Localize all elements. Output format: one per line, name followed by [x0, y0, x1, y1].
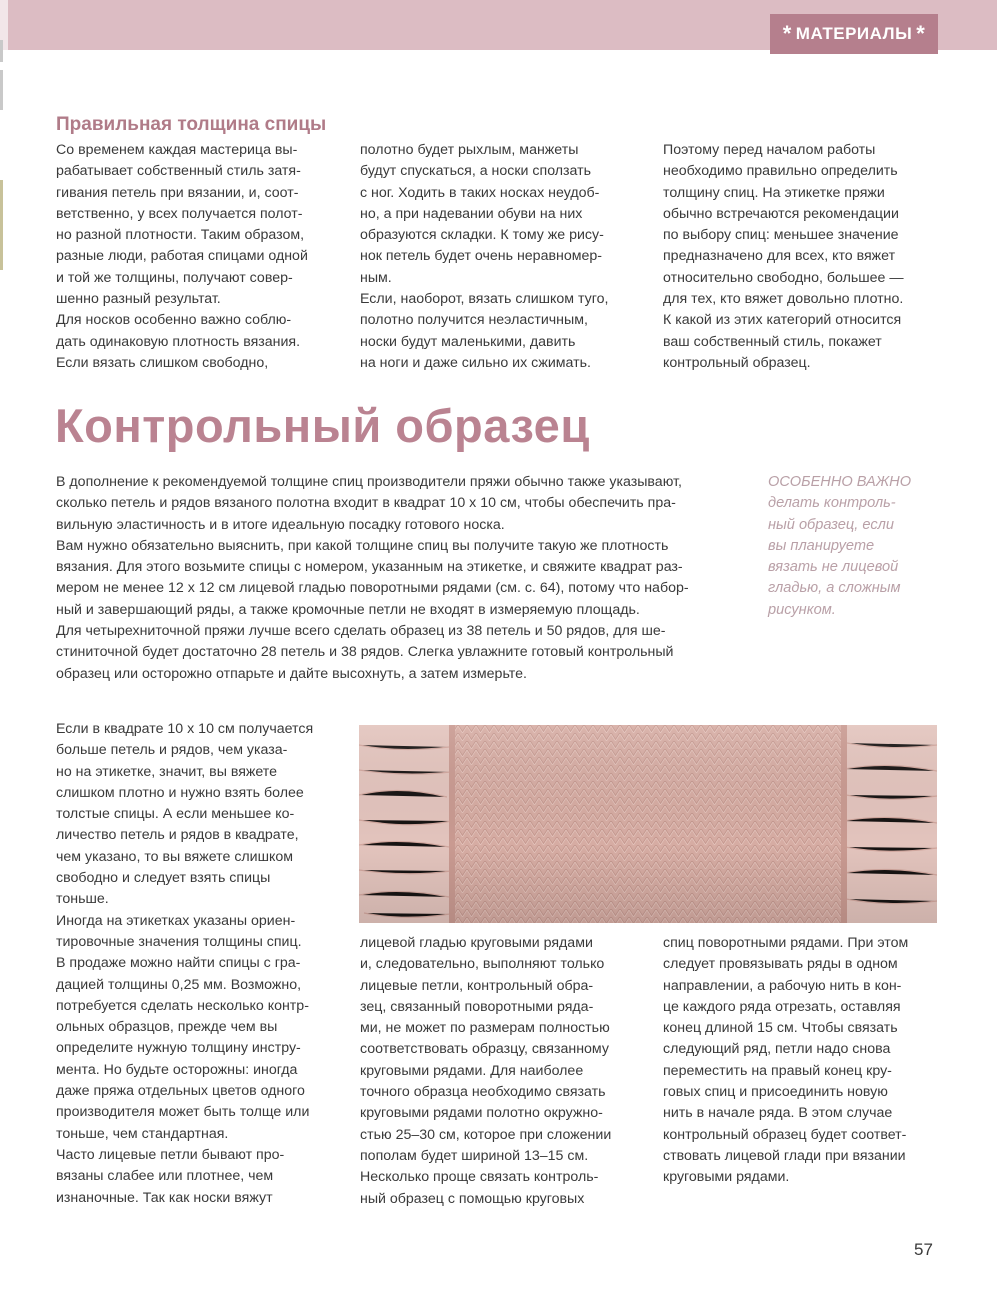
text-line: направлении, а рабочую нить в кон-	[663, 977, 902, 994]
text-line: гивания петель при вязании, и, соот-	[56, 184, 299, 201]
text-line: вязаны слабее или плотнее, чем	[56, 1168, 274, 1185]
text-line: предназначено для всех, кто вяжет	[663, 248, 896, 265]
text-column	[56, 140, 308, 374]
text-line: Со временем каждая мастерица вы-	[56, 142, 298, 158]
text-line: Несколько проще связать контроль-	[360, 1169, 599, 1186]
text-line: разные люди, работая спицами одной	[56, 248, 308, 265]
subhead: Правильная толщина спицы	[56, 114, 327, 135]
text-line: полотно будет рыхлым, манжеты	[360, 142, 579, 158]
text-line: соответствовать образцу, связанному	[360, 1041, 609, 1058]
text-line: Иногда на этикетках указаны ориен-	[56, 912, 296, 929]
text-line: свободно и следует взять спицы	[56, 870, 271, 887]
sidenote-line: гладью, а сложным	[768, 580, 901, 597]
text-line: Если, наоборот, вязать слишком туго,	[360, 291, 609, 308]
text-line: ный образец с помощью круговых	[360, 1190, 585, 1207]
text-line: ный и завершающий ряды, а также кромочные петли не входят в измеряемую площадь.	[56, 601, 640, 618]
text-line: дацией толщины 0,25 мм. Возможно,	[56, 976, 302, 993]
page-title: Контрольный образец	[55, 399, 590, 452]
text-line: контрольный образец будет соответ-	[663, 1126, 907, 1143]
margin-mark	[0, 40, 3, 62]
text-line: вильную эластичность и в итоге идеальную посадку готового носка.	[56, 516, 505, 533]
text-line: Для четырехниточной пряжи лучше всего сделать образец из 38 петель и 50 рядов, для ше-	[56, 623, 666, 640]
text-line: стиниточной будет достаточно 28 петель и 38 рядов. Слегка увлажните готовый контрольный	[56, 644, 674, 661]
text-line: ветственно, у всех получается полот-	[56, 205, 303, 222]
text-line: круговыми рядами полотно окружно-	[360, 1105, 603, 1122]
text-column	[360, 140, 608, 374]
text-line: мером не менее 12 х 12 см лицевой гладью поворотными рядами (см. с. 64), потому что набор-	[56, 580, 689, 597]
text-line: це каждого ряда отрезать, оставляя	[663, 998, 901, 1015]
text-line: по выбору спиц: меньшее значение	[663, 227, 899, 244]
text-line: личество петель и рядов в квадрате,	[56, 827, 299, 844]
star-icon: *	[782, 21, 792, 46]
text-line: Для носков особенно важно соблю-	[56, 312, 292, 329]
text-line: полотно получится неэластичным,	[360, 312, 588, 329]
text-line: нить в начале ряда. В этом случае	[663, 1105, 893, 1122]
text-line: производителя может быть толще или	[56, 1104, 310, 1121]
text-line: на ноги и даже сильно их сжимать.	[360, 354, 591, 371]
text-line: носки будут маленькими, давить	[360, 333, 576, 350]
text-line: ствовать лицевой глади при вязании	[663, 1147, 906, 1164]
sidenote-line: рисунком.	[768, 601, 836, 618]
text-line: рабатывает собственный стиль затя-	[56, 163, 301, 180]
text-column	[663, 933, 908, 1189]
text-line: тоньше, чем стандартная.	[56, 1125, 229, 1142]
text-line: сколько петель и рядов вязаного полотна входит в квадрат 10 х 10 см, чтобы обеспечить пра-	[56, 495, 676, 512]
text-line: изнаночные. Так как носки вяжут	[56, 1189, 273, 1206]
sidenote-line: вязать не лицевой	[768, 559, 899, 576]
text-line: К какой из этих категорий относится	[663, 312, 902, 329]
text-line: В продаже можно найти спицы с гра-	[56, 955, 301, 972]
text-line: спиц поворотными рядами. При этом	[663, 935, 909, 951]
text-line: стью 25–30 см, которое при сложении	[360, 1126, 612, 1143]
text-line: контрольный образец.	[663, 354, 811, 371]
text-line: определите нужную толщину инстру-	[56, 1040, 301, 1057]
text-line: для тех, кто вяжет довольно плотно.	[663, 291, 904, 308]
text-line: и, следовательно, выполняют только	[360, 956, 605, 973]
text-line: круговыми рядами.	[663, 1169, 790, 1186]
text-line: мента. Но будьте осторожны: иногда	[56, 1061, 298, 1078]
text-line: переместить на правый конец кру-	[663, 1062, 892, 1079]
text-line: но разной плотности. Таким образом,	[56, 227, 305, 244]
text-column	[360, 933, 611, 1210]
text-line: дать одинаковую плотность вязания.	[56, 333, 301, 350]
page-number: 57	[914, 1240, 933, 1259]
text-line: относительно свободно, большее —	[663, 269, 904, 286]
sidenote-line: делать контроль-	[768, 495, 896, 512]
text-line: В дополнение к рекомендуемой толщине спиц производители пряжи обычно также указывают,	[56, 474, 682, 490]
text-line: ным.	[360, 269, 392, 286]
sidenote-line: ОСОБЕННО ВАЖНО	[768, 474, 912, 490]
text-line: шенно разный результат.	[56, 291, 221, 308]
intro-text	[56, 472, 746, 685]
section-label: МАТЕРИАЛЫ	[795, 24, 913, 43]
text-line: ваш собственный стиль, покажет	[663, 333, 882, 350]
text-line: говых спиц и присоединить новую	[663, 1084, 888, 1101]
text-line: толстые спицы. А если меньшее ко-	[56, 806, 295, 823]
sidenote-line: ный образец, если	[768, 516, 894, 533]
section-tab	[770, 14, 938, 54]
text-line: но на этикетке, значит, вы вяжете	[56, 763, 278, 780]
text-line: с ног. Ходить в таких носках неудоб-	[360, 184, 600, 201]
text-line: слишком плотно и нужно взять более	[56, 784, 304, 801]
text-line: больше петель и рядов, чем указа-	[56, 742, 288, 759]
text-line: Вам нужно обязательно выяснить, при какой толщине спиц вы получите такую же плотность	[56, 537, 669, 554]
text-line: круговыми рядами. Для наиболее	[360, 1062, 584, 1079]
sidenote	[768, 472, 958, 621]
text-line: тоньше.	[56, 891, 109, 908]
knitted-swatch-photo	[359, 725, 937, 923]
text-line: образуются складки. К тому же рису-	[360, 227, 604, 244]
text-line: Часто лицевые петли бывают про-	[56, 1146, 285, 1163]
text-line: Поэтому перед началом работы	[663, 142, 876, 158]
text-line: конец длиной 15 см. Чтобы связать	[663, 1020, 898, 1037]
text-line: тировочные значения толщины спиц.	[56, 933, 302, 950]
text-line: следующий ряд, петли надо снова	[663, 1041, 891, 1058]
text-line: Если вязать слишком свободно,	[56, 354, 269, 371]
text-line: следует провязывать ряды в одном	[663, 956, 898, 973]
sidenote-line: вы планируете	[768, 537, 875, 554]
text-line: зец, связанный поворотными ряда-	[360, 998, 594, 1015]
text-line: лицевой гладью круговыми рядами	[360, 935, 593, 951]
text-line: лицевые петли, контрольный обра-	[360, 977, 594, 994]
text-line: необходимо правильно определить	[663, 163, 898, 180]
text-line: толщину спиц. На этикетке пряжи	[663, 184, 885, 201]
text-line: даже пряжа отдельных цветов одного	[56, 1083, 305, 1100]
text-line: Если в квадрате 10 х 10 см получается	[56, 721, 314, 737]
text-line: точного образца необходимо связать	[360, 1084, 606, 1101]
text-line: пополам будет шириной 13–15 см.	[360, 1147, 589, 1164]
text-line: обычно встречаются рекомендации	[663, 205, 899, 222]
star-icon: *	[916, 21, 926, 46]
text-line: и той же толщины, получают совер-	[56, 269, 293, 286]
text-line: но, а при надевании обуви на них	[360, 205, 583, 222]
text-line: ми, не может по размерам полностью	[360, 1020, 610, 1037]
margin-mark	[0, 180, 3, 270]
text-line: ольных образцов, прежде чем вы	[56, 1019, 278, 1036]
text-line: нок петель будет очень неравномер-	[360, 248, 602, 265]
text-line: чем указано, то вы вяжете слишком	[56, 848, 294, 865]
text-line: потребуется сделать несколько контр-	[56, 997, 309, 1014]
text-column	[663, 140, 904, 374]
text-line: будут спускаться, а носки сползать	[360, 163, 592, 180]
text-line: вязания. Для этого возьмите спицы с номером, указанным на этикетке, и свяжите квадрат раз-	[56, 559, 683, 576]
margin-mark	[0, 70, 3, 110]
text-line: образец или осторожно отпарьте и дайте высохнуть, а затем измерьте.	[56, 665, 527, 682]
text-column	[56, 719, 313, 1209]
